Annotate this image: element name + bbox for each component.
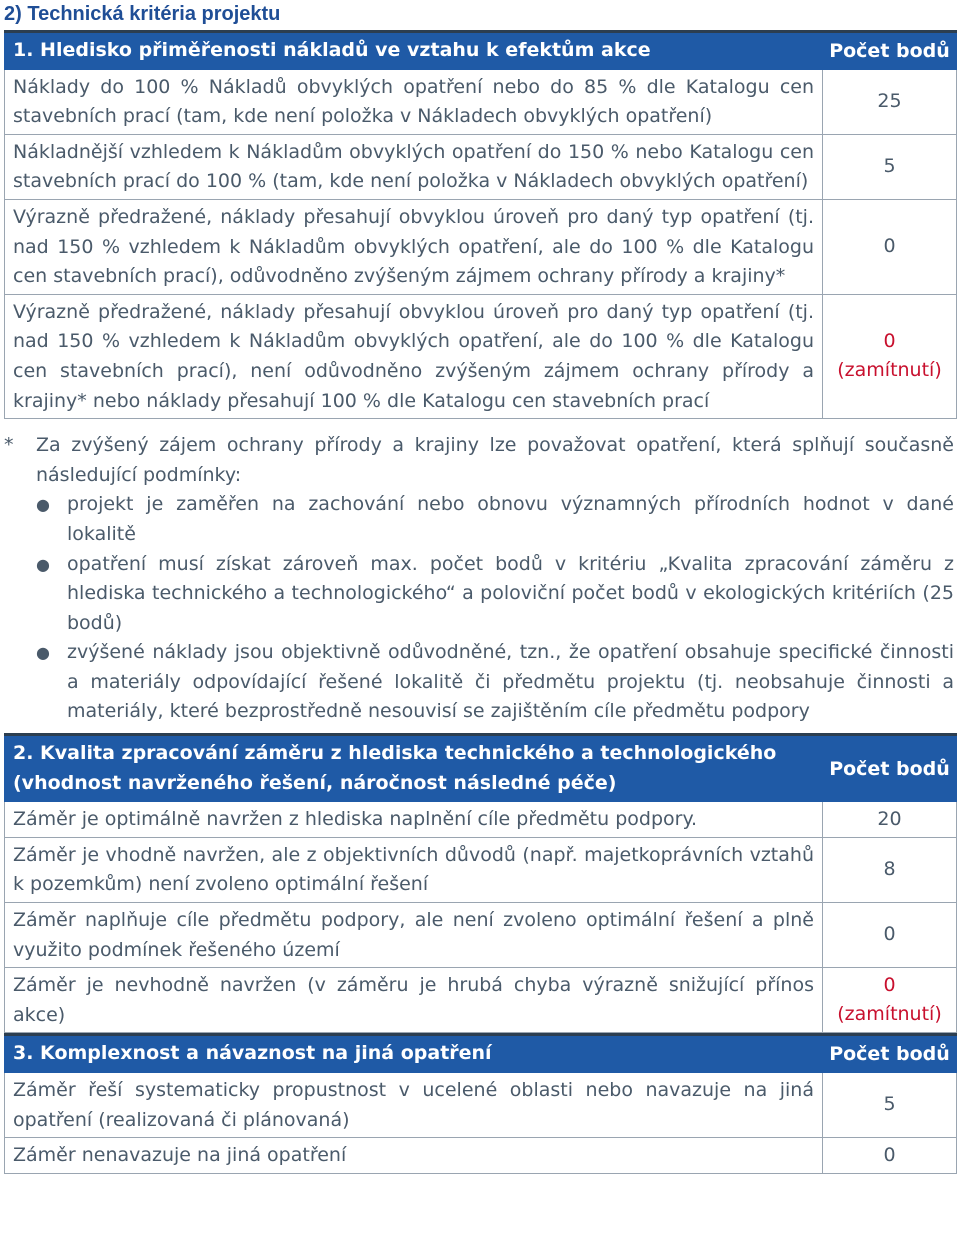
table-row bbox=[5, 903, 957, 968]
table-row bbox=[5, 968, 957, 1033]
list-item: ● zvýšené náklady jsou objektivně odůvodněné, tzn., že opatření obsahuje specifické činnosti a materiály odpovídající řešené lokalitě či předmětu projektu (tj. neobsahuje činnosti a materiály, které bezprostředně nesouvisí se zajištěním cíle předmětu podpory bbox=[36, 638, 954, 727]
list-item: ● opatření musí získat zároveň max. počet bodů v kritériu „Kvalita zpracování záměru z hlediska technického a technologického“ a poloviční počet bodů v ekologických kritériích (25 bodů) bbox=[36, 550, 954, 639]
criteria-table-1 bbox=[4, 30, 957, 419]
table-header bbox=[5, 735, 957, 802]
criterion-title: 2. Kvalita zpracování záměru z hlediska technického a technologického (vhodnost navrženého řešení, náročnost následné péče) bbox=[5, 735, 823, 802]
footnote-marker: * bbox=[4, 434, 14, 457]
criteria-table-3 bbox=[4, 1033, 957, 1173]
criterion-text: Záměr nenavazuje na jiná opatření bbox=[5, 1138, 823, 1174]
points-header: Počet bodů bbox=[823, 1035, 957, 1073]
points-value: 5 bbox=[823, 1073, 957, 1138]
points-value: 20 bbox=[823, 802, 957, 838]
criterion-title: 1. Hledisko přiměřenosti nákladů ve vztahu k efektům akce bbox=[5, 32, 823, 70]
points-value: 0 (zamítnutí) bbox=[823, 294, 957, 418]
rejection-note: (zamítnutí) bbox=[837, 1003, 942, 1026]
criterion-text: Záměr je nevhodně navržen (v záměru je hrubá chyba výrazně snižující přínos akce) bbox=[5, 968, 823, 1033]
criterion-text: Náklady do 100 % Nákladů obvyklých opatření nebo do 85 % dle Katalogu cen stavebních prací (tam, kde není položka v Nákladech obvyklých opatření) bbox=[5, 69, 823, 134]
points-value: 5 bbox=[823, 134, 957, 199]
points-value: 8 bbox=[823, 837, 957, 902]
criterion-text: Záměr je vhodně navržen, ale z objektivních důvodů (např. majetkoprávních vztahů k pozemkům) není zvoleno optimální řešení bbox=[5, 837, 823, 902]
bullet-icon: ● bbox=[36, 554, 50, 574]
criterion-text: Výrazně předražené, náklady přesahují obvyklou úroveň pro daný typ opatření (tj. nad 150 % vzhledem k Nákladům obvyklých opatření, ale do 100 % dle Katalogu cen stavebních prací), není odůvodněno zvýšeným zájmem ochrany přírody a krajiny* nebo náklady přesahují 100 % dle Katalogu cen stavebních prací bbox=[5, 294, 823, 418]
points-header: Počet bodů bbox=[823, 32, 957, 70]
criterion-text: Záměr řeší systematicky propustnost v ucelené oblasti nebo navazuje na jiná opatření (realizovaná či plánovaná) bbox=[5, 1073, 823, 1138]
rejection-note: (zamítnutí) bbox=[837, 359, 942, 382]
points-header: Počet bodů bbox=[823, 735, 957, 802]
points-value: 0 (zamítnutí) bbox=[823, 968, 957, 1033]
table-row bbox=[5, 199, 957, 294]
points-value: 0 bbox=[823, 199, 957, 294]
section-heading: 2) Technická kritéria projektu bbox=[4, 3, 281, 25]
points-value: 0 bbox=[823, 1138, 957, 1174]
footnote bbox=[4, 431, 954, 727]
points-value: 0 bbox=[823, 903, 957, 968]
table-header bbox=[5, 1035, 957, 1073]
table-row bbox=[5, 837, 957, 902]
criteria-table-2 bbox=[4, 733, 957, 1033]
footnote-intro: Za zvýšený zájem ochrany přírody a krajiny lze považovat opatření, která splňují současně následující podmínky: bbox=[36, 434, 954, 486]
criterion-text: Nákladnější vzhledem k Nákladům obvyklých opatření do 150 % nebo Katalogu cen stavebních prací do 100 % (tam, kde není položka v Nákladech obvyklých opatření) bbox=[5, 134, 823, 199]
criterion-title: 3. Komplexnost a návaznost na jiná opatření bbox=[5, 1035, 823, 1073]
bullet-icon: ● bbox=[36, 643, 50, 663]
criterion-text: Výrazně předražené, náklady přesahují obvyklou úroveň pro daný typ opatření (tj. nad 150 % vzhledem k Nákladům obvyklých opatření, ale do 100 % dle Katalogu cen stavebních prací), odůvodněno zvýšeným zájmem ochrany přírody a krajiny* bbox=[5, 199, 823, 294]
list-item: ● projekt je zaměřen na zachování nebo obnovu významných přírodních hodnot v dané lokalitě bbox=[36, 490, 954, 549]
condition-list bbox=[4, 490, 954, 727]
table-row bbox=[5, 294, 957, 418]
table-row bbox=[5, 1073, 957, 1138]
points-value: 25 bbox=[823, 69, 957, 134]
bullet-icon: ● bbox=[36, 495, 50, 515]
table-row bbox=[5, 69, 957, 134]
criterion-text: Záměr naplňuje cíle předmětu podpory, ale není zvoleno optimální řešení a plně využito podmínek řešeného území bbox=[5, 903, 823, 968]
table-row bbox=[5, 802, 957, 838]
table-row bbox=[5, 1138, 957, 1174]
criterion-text: Záměr je optimálně navržen z hlediska naplnění cíle předmětu podpory. bbox=[5, 802, 823, 838]
table-header bbox=[5, 32, 957, 70]
table-row bbox=[5, 134, 957, 199]
